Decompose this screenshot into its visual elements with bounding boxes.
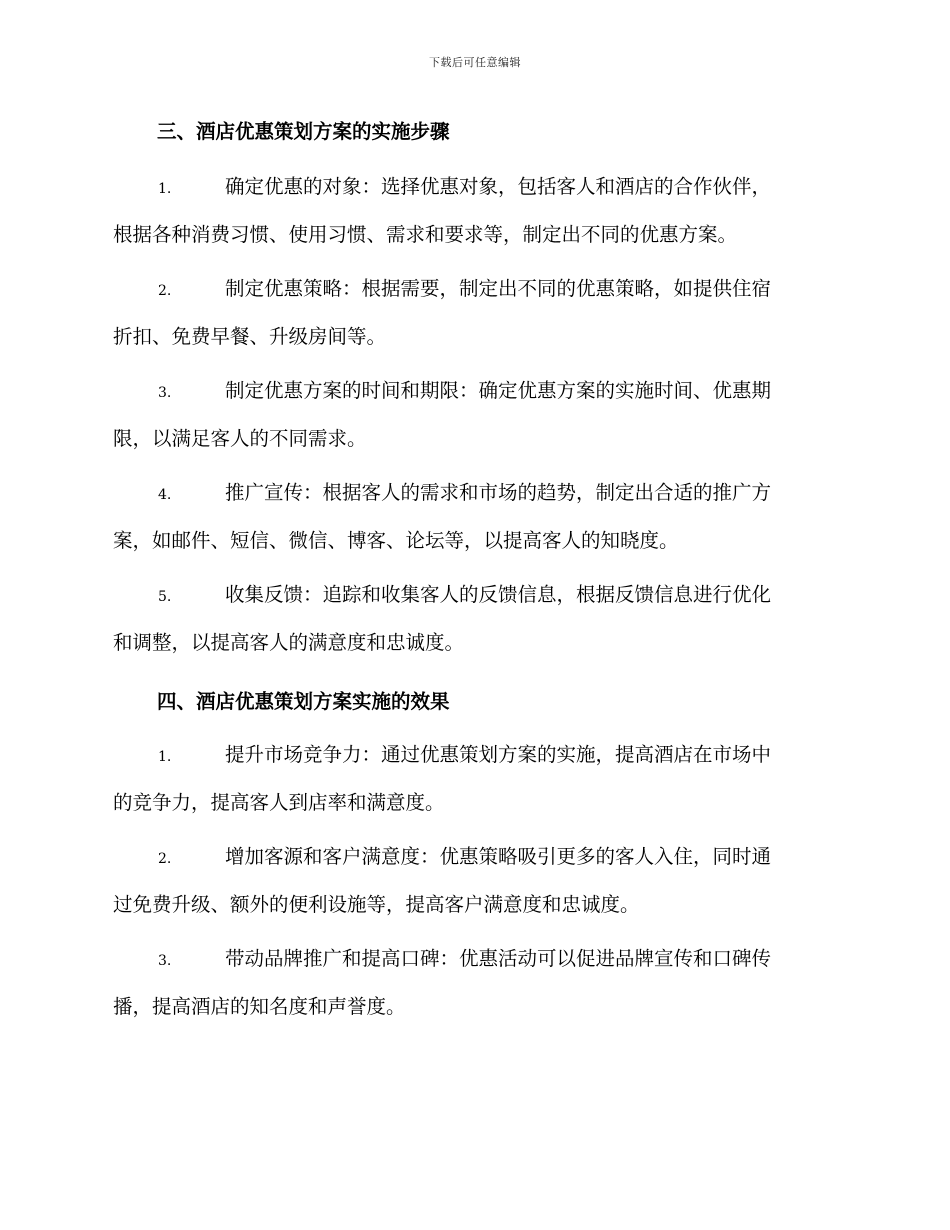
item-text-continued: 限，以满足客人的不同需求。 <box>113 427 367 450</box>
item-number: 3. <box>158 953 172 969</box>
list-item <box>113 936 833 1029</box>
item-number: 1. <box>158 181 172 197</box>
item-number: 4. <box>158 487 172 503</box>
section-heading-3: 三、酒店优惠策划方案的实施步骤 <box>157 120 450 143</box>
list-item <box>113 164 833 257</box>
list-item <box>113 470 833 563</box>
item-text: 带动品牌推广和提高口碑：优惠活动可以促进品牌宣传和口碑传 <box>225 947 772 970</box>
item-number: 2. <box>158 283 172 299</box>
item-text-continued: 过免费升级、额外的便利设施等，提高客户满意度和忠诚度。 <box>113 893 640 916</box>
item-text: 提升市场竞争力：通过优惠策划方案的实施，提高酒店在市场中 <box>225 743 772 766</box>
list-item <box>113 834 833 927</box>
item-text: 确定优惠的对象：选择优惠对象，包括客人和酒店的合作伙伴， <box>225 175 772 198</box>
item-text-continued: 和调整，以提高客人的满意度和忠诚度。 <box>113 631 465 654</box>
list-item <box>113 572 833 665</box>
item-text: 推广宣传：根据客人的需求和市场的趋势，制定出合适的推广方 <box>225 481 772 504</box>
list-item <box>113 266 833 359</box>
item-text: 制定优惠方案的时间和期限：确定优惠方案的实施时间、优惠期 <box>225 379 772 402</box>
page-header: 下载后可任意编辑 <box>429 56 521 69</box>
list-item <box>113 732 833 825</box>
item-text: 增加客源和客户满意度：优惠策略吸引更多的客人入住，同时通 <box>225 845 772 868</box>
list-item <box>113 368 833 461</box>
item-text-continued: 的竞争力，提高客人到店率和满意度。 <box>113 791 445 814</box>
item-number: 2. <box>158 851 172 867</box>
item-number: 3. <box>158 385 172 401</box>
item-text-continued: 案，如邮件、短信、微信、博客、论坛等，以提高客人的知晓度。 <box>113 529 679 552</box>
item-text: 收集反馈：追踪和收集客人的反馈信息，根据反馈信息进行优化 <box>225 583 772 606</box>
item-number: 1. <box>158 749 172 765</box>
item-text-continued: 折扣、免费早餐、升级房间等。 <box>113 325 387 348</box>
item-number: 5. <box>158 589 172 605</box>
item-text: 制定优惠策略：根据需要，制定出不同的优惠策略，如提供住宿 <box>225 277 772 300</box>
section-heading-4: 四、酒店优惠策划方案实施的效果 <box>157 690 450 713</box>
item-text-continued: 根据各种消费习惯、使用习惯、需求和要求等，制定出不同的优惠方案。 <box>113 223 738 246</box>
item-text-continued: 播，提高酒店的知名度和声誉度。 <box>113 995 406 1018</box>
